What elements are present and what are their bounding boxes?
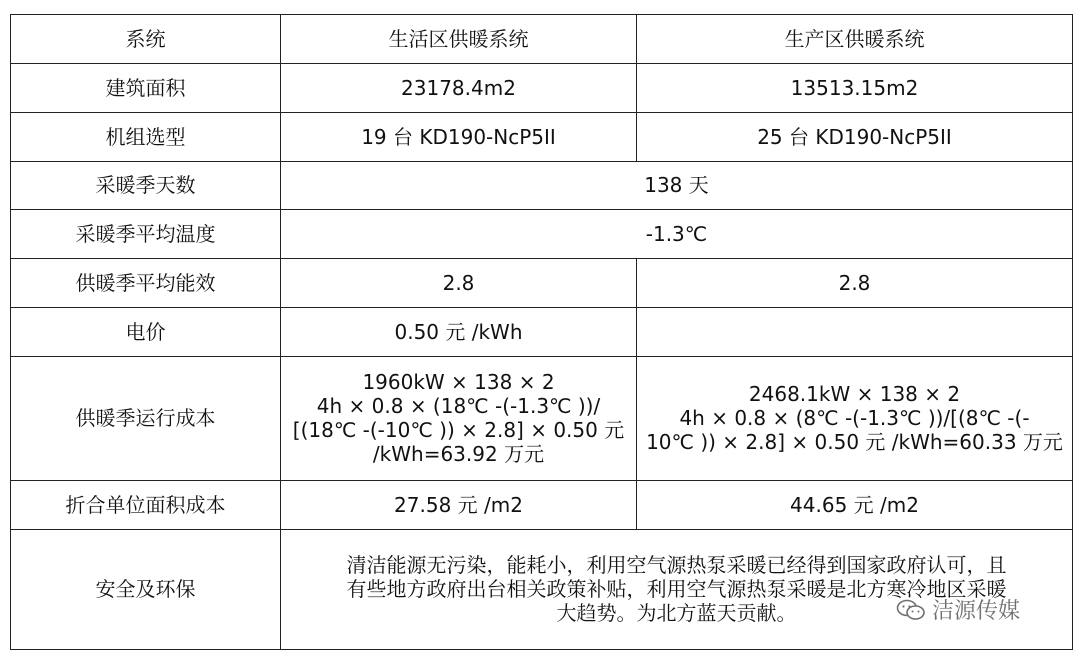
living-cost-line: /kWh=63.92 万元 (372, 442, 545, 467)
production-cost-line: 10℃ )) × 2.8] × 0.50 元 /kWh=60.33 万元 (646, 430, 1063, 455)
production-unit-cost: 44.65 元 /m2 (637, 481, 1073, 530)
production-price (637, 308, 1073, 357)
row-unit (11, 112, 1073, 161)
label-temp: 采暖季平均温度 (11, 210, 281, 259)
watermark-text: 洁源传媒 (932, 599, 1021, 624)
header-row (11, 15, 1073, 64)
living-cost (281, 356, 637, 480)
living-price: 0.50 元 /kWh (281, 308, 637, 357)
living-cost-line: 4h × 0.8 × (18℃ -(-1.3℃ ))/ (316, 394, 601, 419)
row-days (11, 161, 1073, 210)
header-system: 系统 (11, 15, 281, 64)
living-unit: 19 台 KD190-NcP5II (281, 112, 637, 161)
row-price (11, 308, 1073, 357)
value-days: 138 天 (281, 161, 1073, 210)
row-cost (11, 356, 1073, 480)
living-cost-line: 1960kW × 138 × 2 (362, 370, 555, 395)
label-area: 建筑面积 (11, 63, 281, 112)
label-env: 安全及环保 (11, 529, 281, 649)
row-env (11, 529, 1073, 649)
production-cost-line: 4h × 0.8 × (8℃ -(-1.3℃ ))/[(8℃ -(- (679, 406, 1030, 431)
label-days: 采暖季天数 (11, 161, 281, 210)
living-area: 23178.4m2 (281, 63, 637, 112)
env-line: 大趋势。为北方蓝天贡献。 (556, 601, 797, 626)
production-cost-line: 2468.1kW × 138 × 2 (748, 382, 961, 407)
production-efficiency: 2.8 (637, 259, 1073, 308)
env-line: 有些地方政府出台相关政策补贴，利用空气源热泵采暖是北方寒冷地区采暖 (346, 577, 1007, 602)
value-temp: -1.3℃ (281, 210, 1073, 259)
living-unit-cost: 27.58 元 /m2 (281, 481, 637, 530)
watermark (896, 594, 1020, 625)
header-living: 生活区供暖系统 (281, 15, 637, 64)
label-efficiency: 供暖季平均能效 (11, 259, 281, 308)
label-unit: 机组选型 (11, 112, 281, 161)
wechat-icon (896, 599, 926, 621)
header-production: 生产区供暖系统 (637, 15, 1073, 64)
env-line: 清洁能源无污染，能耗小，利用空气源热泵采暖已经得到国家政府认可，且 (346, 553, 1007, 578)
label-unit-cost: 折合单位面积成本 (11, 481, 281, 530)
row-efficiency (11, 259, 1073, 308)
production-cost (637, 356, 1073, 480)
label-cost: 供暖季运行成本 (11, 356, 281, 480)
label-price: 电价 (11, 308, 281, 357)
value-env (281, 529, 1073, 649)
comparison-table (10, 14, 1073, 650)
row-temp (11, 210, 1073, 259)
living-efficiency: 2.8 (281, 259, 637, 308)
row-area (11, 63, 1073, 112)
production-area: 13513.15m2 (637, 63, 1073, 112)
row-unit-cost (11, 481, 1073, 530)
living-cost-line: [(18℃ -(-10℃ )) × 2.8] × 0.50 元 (292, 418, 625, 443)
production-unit: 25 台 KD190-NcP5II (637, 112, 1073, 161)
